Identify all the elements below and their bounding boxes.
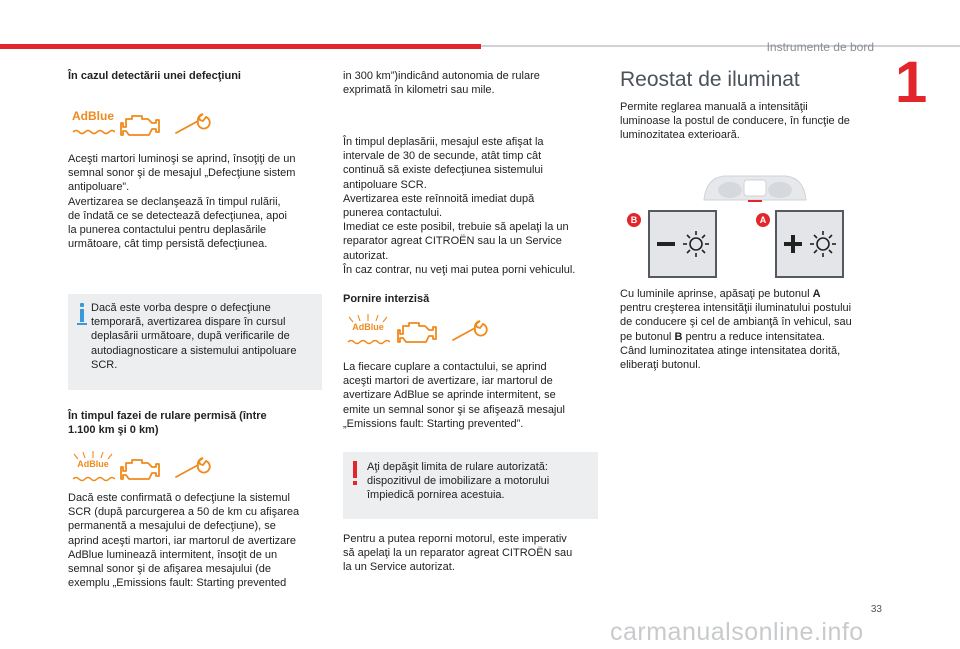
col1-icon-row-2 <box>70 450 214 487</box>
wrench-icon <box>451 320 491 344</box>
info-box-text: Dacă este vorba despre o defecţiune temporară, avertizarea dispare în cursul deplasării următoare, după verificarile de autodiagnosticare a sistemului antipoluare SCR. <box>91 302 297 371</box>
info-box <box>68 294 322 390</box>
page-number: 33 <box>870 604 882 615</box>
dashboard-illustration <box>700 172 810 206</box>
col2-paragraph-3: La fiecare cuplare a contactului, se aprind aceşti martori de avertizare, iar martorul de avertizare AdBlue se aprinde intermitent, se emite un semnal sonor şi se afişează mesajul „Emissions fault: Starting prevented”. <box>343 361 565 430</box>
col2-paragraph-4: Pentru a putea reporni motorul, este imperativ să apelaţi la un reparator agreat CITROËN sau la un Service autorizat. <box>343 533 573 574</box>
col3-paragraph-2: Cu luminile aprinse, apăsaţi pe butonul A pentru creşterea intensităţii iluminatului postului de conducere şi cel de ambianţă în vehicul, sau pe butonul B pentru a reduce intensitatea. Când luminozitatea atinge intensitatea dorită, eliberaţi butonul. <box>620 288 852 372</box>
col1-paragraph-2: Dacă este confirmată o defecţiune la sistemul SCR (după parcurgerea a 50 de km cu afişarea permanentă a mesajului de defecţiune), se aprind aceşti martori, iar martorul de avertizare AdBlue luminează intermitent, însoţit de un semnal sonor şi de afişarea mesajului (de exemplu „Emissions fault: Starting prevented <box>68 492 300 590</box>
warning-icon <box>353 461 357 487</box>
col2-paragraph-2: În timpul deplasării, mesajul este afişat la intervale de 30 de secunde, atât timp cât continuă să existe defecţiunea sistemului antipoluare SCR. Avertizarea este reînnoită imediat după punerea contactului. Imediat ce este posibil, trebuie să apelaţi la un reparator agreat CITROËN sau la un Service autorizat. În caz contrar, nu veţi mai putea porni vehiculul. <box>343 136 576 276</box>
wrench-icon <box>174 113 214 137</box>
label-b-badge: B <box>627 213 641 227</box>
warning-box <box>343 452 598 519</box>
dimmer-increase-button[interactable] <box>775 210 844 278</box>
sun-icon <box>683 231 709 257</box>
minus-sun-icon <box>650 212 715 276</box>
label-a-badge: A <box>756 213 770 227</box>
wrench-icon <box>174 457 214 481</box>
engine-icon <box>397 318 439 346</box>
warning-box-text: Aţi depăşit limita de rulare autorizată: dispozitivul de imobilizare a motorului împiedică pornirea acestuia. <box>367 461 550 502</box>
adblue-icon: AdBlue <box>70 110 116 140</box>
col2-paragraph-1: in 300 km”)indicând autonomia de rulare exprimată în kilometri sau mile. <box>343 70 540 97</box>
section-title: Instrumente de bord <box>766 40 874 54</box>
col3-paragraph-1: Permite reglarea manuală a intensităţii luminoase la postul de conducere, în funcţie de luminozitatea exterioară. <box>620 101 850 142</box>
col1-heading-defect: În cazul detectării unei defecţiuni <box>68 70 241 82</box>
engine-icon <box>120 455 162 483</box>
col2-icon-row <box>345 313 491 350</box>
col1-paragraph-1: Aceşti martori luminoşi se aprind, însoţiţi de un semnal sonor şi de mesajul „Defecţiune sistem antipoluare”. Avertizarea se declanşează în timpul rulării, de îndată ce se detectează defecţiunea, apoi la punerea contactului pentru deplasările următoare, cât timp persistă defecţiunea. <box>68 153 296 251</box>
col1-icon-row-1 <box>70 110 214 140</box>
adblue-icon: AdBlue <box>70 450 116 487</box>
header-grey-bar <box>481 45 960 47</box>
col3-title: Reostat de iluminat <box>620 68 800 91</box>
plus-sun-icon <box>777 212 842 276</box>
sun-icon <box>810 231 836 257</box>
info-icon <box>77 303 87 327</box>
watermark: carmanualsonline.info <box>610 618 864 646</box>
dimmer-decrease-button[interactable] <box>648 210 717 278</box>
chapter-number: 1 <box>895 50 928 115</box>
engine-icon <box>120 111 162 139</box>
col1-heading-phase: În timpul fazei de rulare permisă (între 1.100 km şi 0 km) <box>68 410 267 436</box>
header-red-bar <box>0 44 481 49</box>
col2-heading-start-prohibited: Pornire interzisă <box>343 293 430 305</box>
adblue-icon: AdBlue <box>345 313 391 350</box>
